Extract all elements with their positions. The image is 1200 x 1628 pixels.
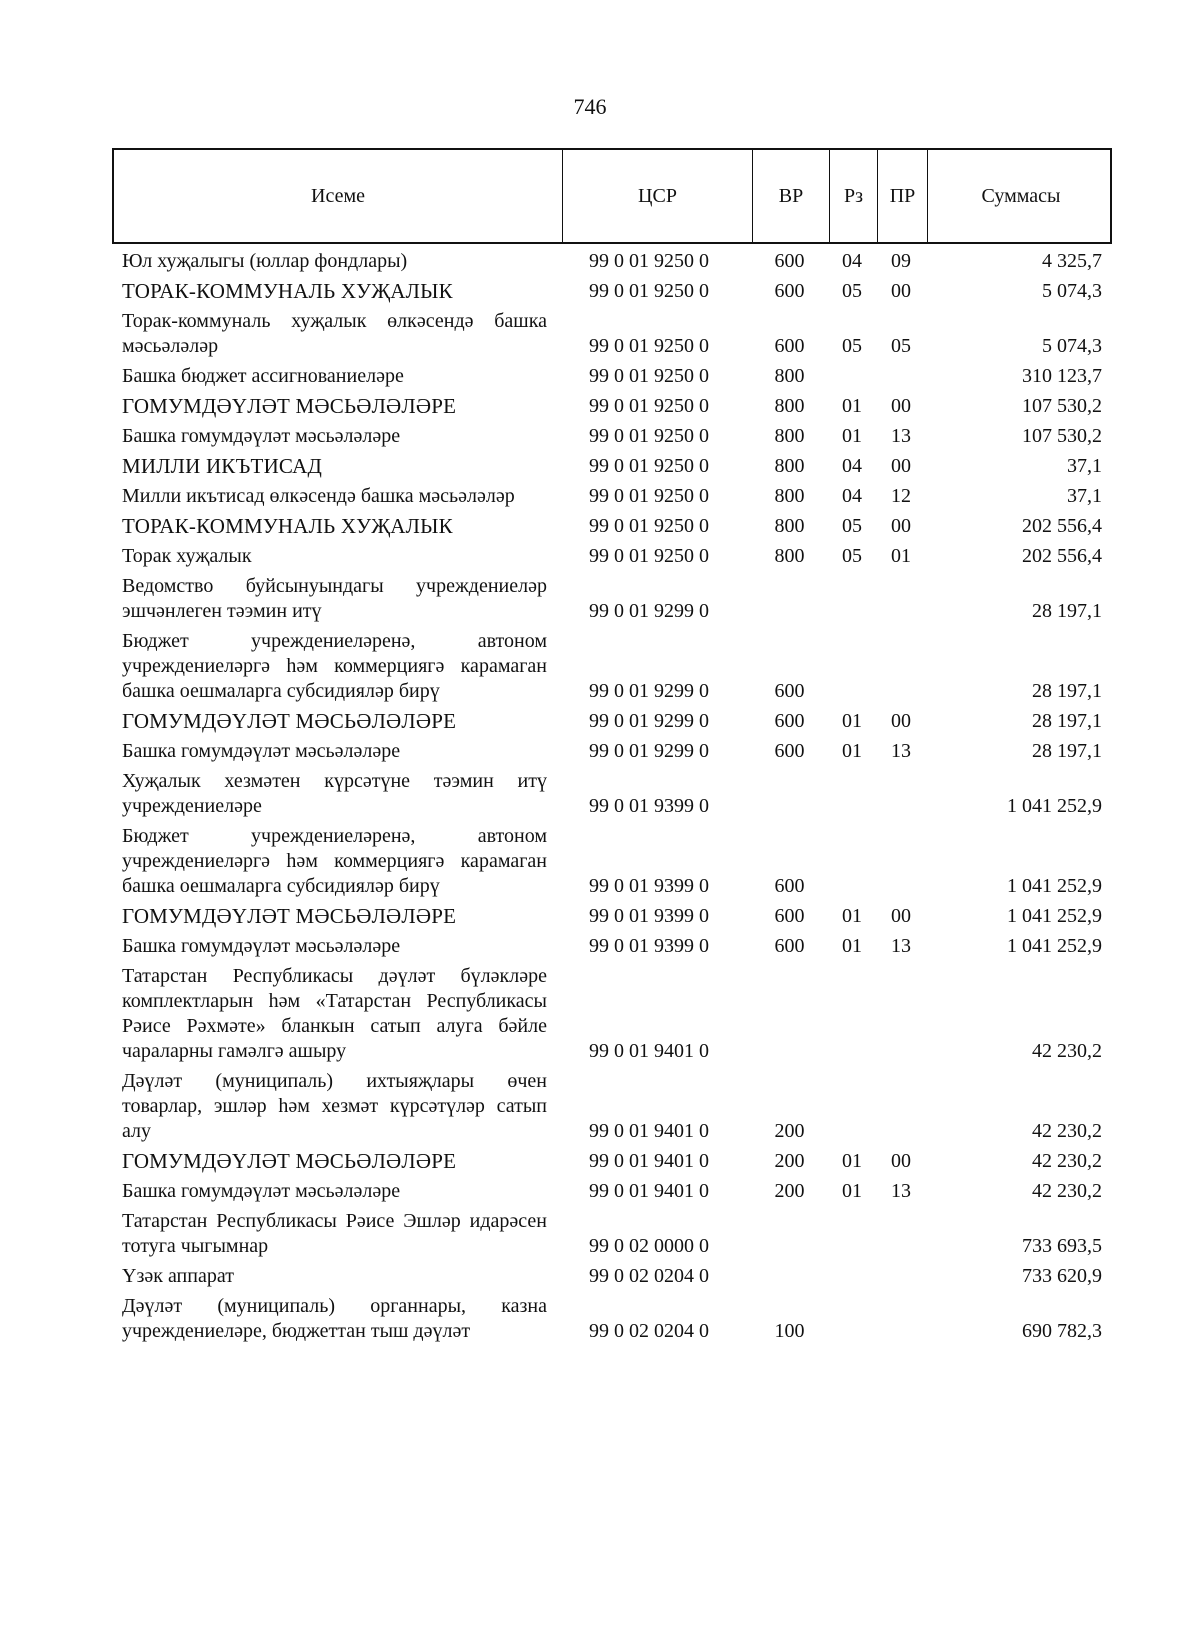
cell-rz: 04 — [842, 250, 862, 272]
table-row — [112, 1069, 1112, 1144]
cell-name: ТОРАК-КОММУНАЛЬ ХУҖАЛЫК — [122, 514, 453, 538]
cell-pr: 00 — [891, 515, 911, 537]
cell-vr: 800 — [774, 365, 805, 387]
cell-csr: 99 0 01 9299 0 — [589, 680, 709, 702]
cell-csr: 99 0 01 9299 0 — [589, 710, 709, 732]
cell-name: Ведомство буйсынуындагы учреждениеләр эшчәнлеген тәэмин итү — [122, 575, 547, 622]
cell-vr: 600 — [774, 935, 805, 957]
cell-pr: 12 — [891, 485, 911, 507]
table-row — [112, 904, 1112, 929]
table-row — [112, 934, 1112, 959]
cell-csr: 99 0 01 9250 0 — [589, 280, 709, 302]
cell-csr: 99 0 01 9250 0 — [589, 485, 709, 507]
cell-csr: 99 0 01 9250 0 — [589, 365, 709, 387]
cell-sum: 28 197,1 — [1032, 710, 1102, 732]
cell-csr: 99 0 01 9250 0 — [589, 335, 709, 357]
cell-rz: 01 — [842, 425, 862, 447]
cell-sum: 1 041 252,9 — [1007, 935, 1102, 957]
cell-name: Торак хуҗалык — [122, 545, 252, 567]
table-row — [112, 1264, 1112, 1289]
table-row — [112, 454, 1112, 479]
cell-vr: 800 — [774, 515, 805, 537]
header-pr: ПР — [878, 150, 928, 242]
cell-rz: 05 — [842, 515, 862, 537]
cell-name: Татарстан Республикасы Рәисе Эшләр идарәсен тотуга чыгымнар — [122, 1210, 547, 1257]
cell-csr: 99 0 01 9250 0 — [589, 425, 709, 447]
table-row — [112, 364, 1112, 389]
cell-name: Бюджет учреждениеләренә, автоном учреждениеләргә һәм коммерциягә карамаган башка оешмаларга субсидияләр бирү — [122, 825, 547, 897]
cell-csr: 99 0 01 9250 0 — [589, 395, 709, 417]
cell-name: ГОМУМДӘҮЛӘТ МӘСЬӘЛӘЛӘРЕ — [122, 1149, 457, 1173]
table-row — [112, 709, 1112, 734]
table-row — [112, 309, 1112, 359]
cell-rz: 04 — [842, 485, 862, 507]
cell-name: МИЛЛИ ИКЪТИСАД — [122, 454, 322, 478]
table-row — [112, 1149, 1112, 1174]
cell-csr: 99 0 01 9401 0 — [589, 1180, 709, 1202]
table-body — [112, 249, 1112, 1344]
table-row — [112, 574, 1112, 624]
cell-csr: 99 0 01 9250 0 — [589, 515, 709, 537]
cell-csr: 99 0 01 9401 0 — [589, 1040, 709, 1062]
cell-vr: 600 — [774, 250, 805, 272]
cell-sum: 42 230,2 — [1032, 1120, 1102, 1142]
cell-vr: 800 — [774, 425, 805, 447]
header-name: Исеме — [114, 150, 563, 242]
cell-sum: 42 230,2 — [1032, 1180, 1102, 1202]
cell-pr: 13 — [891, 935, 911, 957]
cell-name: ГОМУМДӘҮЛӘТ МӘСЬӘЛӘЛӘРЕ — [122, 709, 457, 733]
cell-sum: 37,1 — [1067, 455, 1102, 477]
cell-vr: 600 — [774, 280, 805, 302]
cell-csr: 99 0 01 9401 0 — [589, 1150, 709, 1172]
cell-sum: 42 230,2 — [1032, 1040, 1102, 1062]
cell-pr: 00 — [891, 455, 911, 477]
cell-pr: 13 — [891, 740, 911, 762]
table-row — [112, 824, 1112, 899]
cell-sum: 28 197,1 — [1032, 600, 1102, 622]
cell-rz: 01 — [842, 1180, 862, 1202]
cell-sum: 690 782,3 — [1022, 1320, 1102, 1342]
table-row — [112, 424, 1112, 449]
cell-name: Башка гомумдәүләт мәсьәләләре — [122, 740, 401, 762]
cell-name: Хуҗалык хезмәтен күрсәтүне тәэмин итү учреждениеләре — [122, 770, 547, 817]
cell-sum: 310 123,7 — [1022, 365, 1102, 387]
cell-sum: 42 230,2 — [1032, 1150, 1102, 1172]
cell-pr: 01 — [891, 545, 911, 567]
table-row — [112, 739, 1112, 764]
cell-vr: 600 — [774, 335, 805, 357]
cell-sum: 107 530,2 — [1022, 425, 1102, 447]
cell-sum: 107 530,2 — [1022, 395, 1102, 417]
cell-vr: 600 — [774, 875, 805, 897]
header-sum: Суммасы — [981, 184, 1061, 207]
cell-csr: 99 0 02 0000 0 — [589, 1235, 709, 1257]
cell-sum: 5 074,3 — [1042, 335, 1102, 357]
table-row — [112, 279, 1112, 304]
cell-vr: 200 — [774, 1180, 805, 1202]
cell-name: Башка бюджет ассигнованиеләре — [122, 365, 404, 387]
table-row — [112, 514, 1112, 539]
cell-csr: 99 0 01 9399 0 — [589, 905, 709, 927]
cell-name: Башка гомумдәүләт мәсьәләләре — [122, 935, 401, 957]
cell-csr: 99 0 02 0204 0 — [589, 1265, 709, 1287]
cell-name: Юл хуҗалыгы (юллар фондлары) — [122, 250, 408, 272]
cell-csr: 99 0 01 9399 0 — [589, 935, 709, 957]
cell-vr: 600 — [774, 905, 805, 927]
table-row — [112, 1294, 1112, 1344]
cell-sum: 28 197,1 — [1032, 740, 1102, 762]
cell-csr: 99 0 01 9250 0 — [589, 250, 709, 272]
header-csr: ЦСР — [563, 150, 753, 242]
cell-pr: 00 — [891, 1150, 911, 1172]
cell-rz: 01 — [842, 935, 862, 957]
cell-vr: 100 — [774, 1320, 805, 1342]
cell-name: Дәүләт (муниципаль) органнары, казна учреждениеләре, бюджеттан тыш дәүләт — [122, 1295, 547, 1342]
cell-name: Татарстан Республикасы дәүләт бүләкләре комплектларын һәм «Татарстан Республикасы Рәисе Рәхмәте» бланкын сатып алуга бәйле чараларны гамәлгә ашыру — [122, 965, 547, 1062]
cell-sum: 202 556,4 — [1022, 545, 1102, 567]
cell-rz: 01 — [842, 740, 862, 762]
table-row — [112, 964, 1112, 1064]
cell-rz: 05 — [842, 545, 862, 567]
cell-rz: 05 — [842, 335, 862, 357]
header-vr: ВР — [753, 150, 830, 242]
cell-csr: 99 0 01 9299 0 — [589, 740, 709, 762]
cell-pr: 00 — [891, 395, 911, 417]
cell-name: Башка гомумдәүләт мәсьәләләре — [122, 1180, 401, 1202]
cell-rz: 04 — [842, 455, 862, 477]
table-header — [112, 148, 1112, 244]
cell-vr: 800 — [774, 395, 805, 417]
cell-csr: 99 0 01 9299 0 — [589, 600, 709, 622]
cell-name: ТОРАК-КОММУНАЛЬ ХУҖАЛЫК — [122, 279, 453, 303]
cell-name: ГОМУМДӘҮЛӘТ МӘСЬӘЛӘЛӘРЕ — [122, 904, 457, 928]
cell-sum: 5 074,3 — [1042, 280, 1102, 302]
cell-name: Торак-коммуналь хуҗалык өлкәсендә башка мәсьәләләр — [122, 310, 547, 357]
cell-pr: 13 — [891, 1180, 911, 1202]
cell-csr: 99 0 02 0204 0 — [589, 1320, 709, 1342]
cell-vr: 800 — [774, 455, 805, 477]
table-row — [112, 629, 1112, 704]
cell-rz: 01 — [842, 710, 862, 732]
cell-pr: 00 — [891, 280, 911, 302]
cell-vr: 800 — [774, 545, 805, 567]
cell-sum: 733 620,9 — [1022, 1265, 1102, 1287]
budget-table — [112, 148, 1112, 1344]
cell-vr: 600 — [774, 710, 805, 732]
cell-sum: 733 693,5 — [1022, 1235, 1102, 1257]
table-row — [112, 484, 1112, 509]
table-row — [112, 544, 1112, 569]
cell-csr: 99 0 01 9401 0 — [589, 1120, 709, 1142]
cell-vr: 600 — [774, 680, 805, 702]
cell-vr: 600 — [774, 740, 805, 762]
cell-csr: 99 0 01 9250 0 — [589, 455, 709, 477]
cell-sum: 202 556,4 — [1022, 515, 1102, 537]
cell-rz: 01 — [842, 1150, 862, 1172]
cell-csr: 99 0 01 9399 0 — [589, 875, 709, 897]
cell-name: ГОМУМДӘҮЛӘТ МӘСЬӘЛӘЛӘРЕ — [122, 394, 457, 418]
cell-pr: 13 — [891, 425, 911, 447]
cell-rz: 01 — [842, 395, 862, 417]
cell-name: Милли икътисад өлкәсендә башка мәсьәләләр — [122, 485, 515, 507]
cell-name: Дәүләт (муниципаль) ихтыяҗлары өчен товарлар, эшләр һәм хезмәт күрсәтүләр сатып алу — [122, 1070, 547, 1142]
cell-name: Бюджет учреждениеләренә, автоном учреждениеләргә һәм коммерциягә карамаган башка оешмаларга субсидияләр бирү — [122, 630, 547, 702]
table-row — [112, 249, 1112, 274]
table-row — [112, 1209, 1112, 1259]
cell-pr: 00 — [891, 905, 911, 927]
page-number: 746 — [573, 94, 607, 119]
cell-rz: 01 — [842, 905, 862, 927]
cell-vr: 800 — [774, 485, 805, 507]
cell-sum: 4 325,7 — [1042, 250, 1102, 272]
cell-pr: 05 — [891, 335, 911, 357]
cell-csr: 99 0 01 9399 0 — [589, 795, 709, 817]
cell-vr: 200 — [774, 1120, 805, 1142]
cell-sum: 1 041 252,9 — [1007, 795, 1102, 817]
cell-rz: 05 — [842, 280, 862, 302]
cell-name: Үзәк аппарат — [122, 1265, 234, 1287]
cell-pr: 09 — [891, 250, 911, 272]
cell-sum: 28 197,1 — [1032, 680, 1102, 702]
cell-sum: 1 041 252,9 — [1007, 875, 1102, 897]
cell-sum: 1 041 252,9 — [1007, 905, 1102, 927]
cell-name: Башка гомумдәүләт мәсьәләләре — [122, 425, 401, 447]
table-row — [112, 769, 1112, 819]
header-rz: Рз — [830, 150, 878, 242]
table-row — [112, 394, 1112, 419]
cell-sum: 37,1 — [1067, 485, 1102, 507]
cell-vr: 200 — [774, 1150, 805, 1172]
cell-csr: 99 0 01 9250 0 — [589, 545, 709, 567]
table-row — [112, 1179, 1112, 1204]
cell-pr: 00 — [891, 710, 911, 732]
